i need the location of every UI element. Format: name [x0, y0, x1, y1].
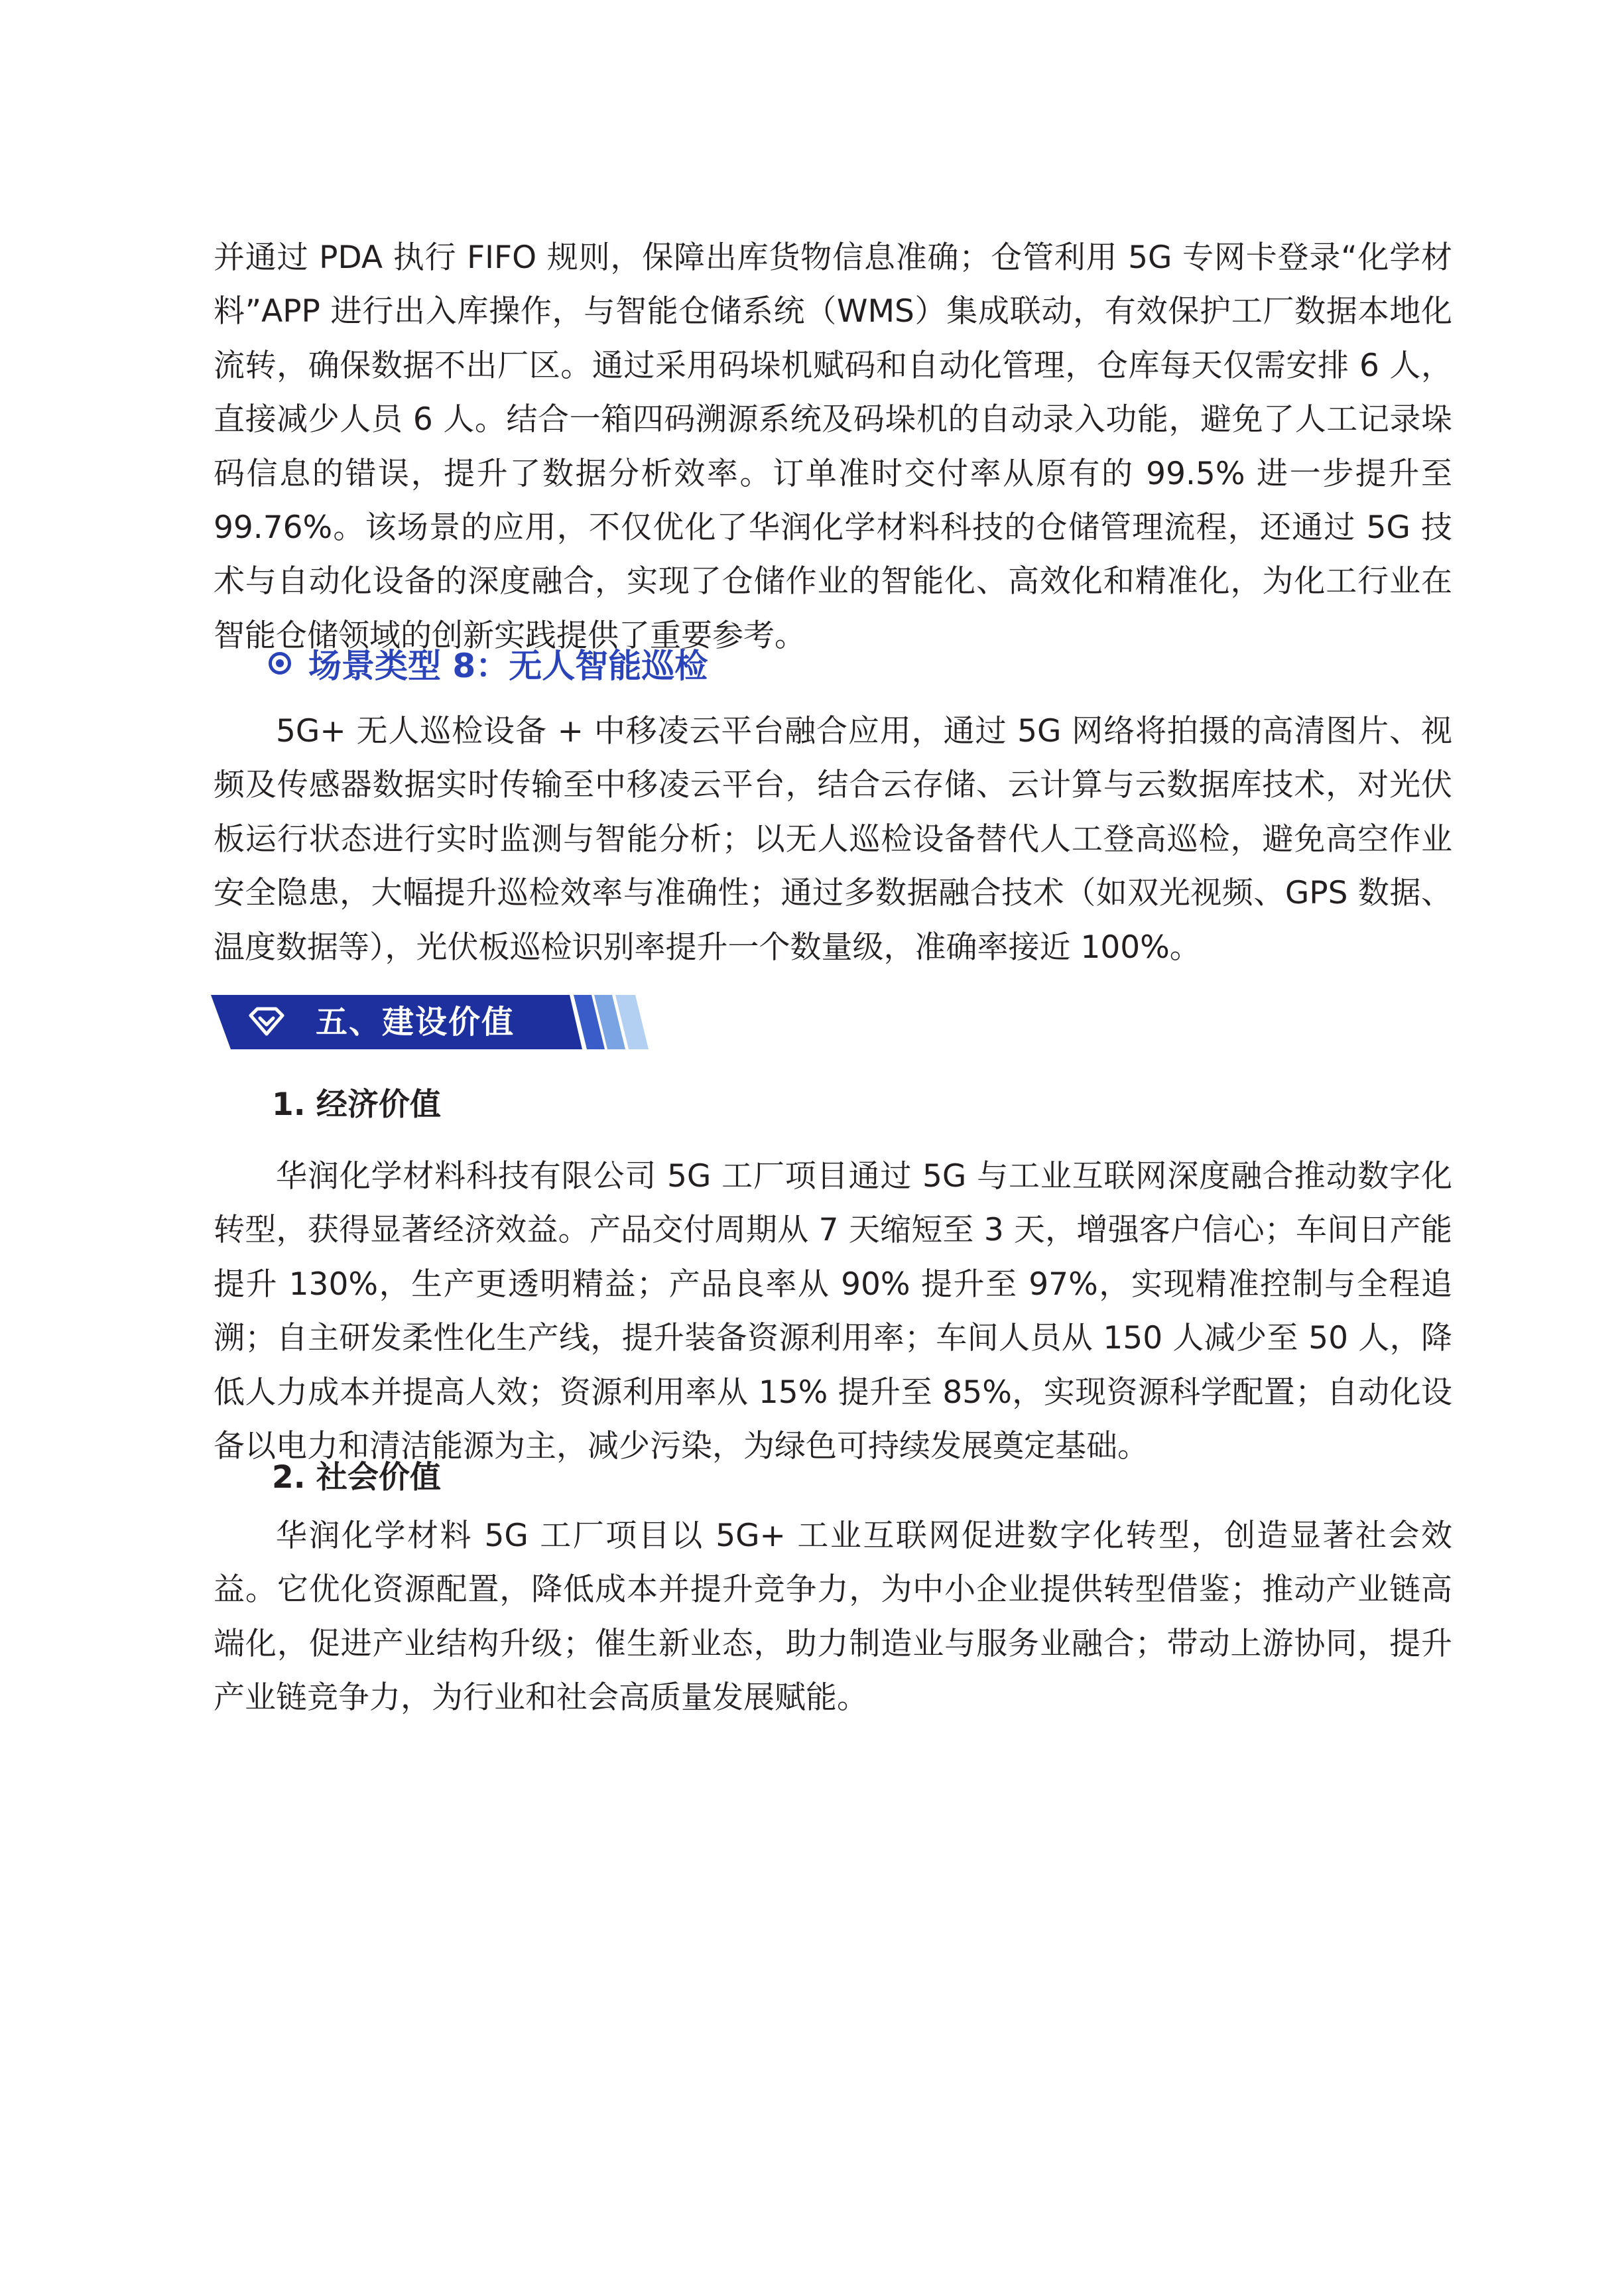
intro-paragraph: 并通过 PDA 执行 FIFO 规则，保障出库货物信息准确；仓管利用 5G 专网卡登录“化学材料”APP 进行出入库操作，与智能仓储系统（WMS）集成联动，有效保护工厂数据本地化流转，确保数据不出厂区。通过采用码垛机赋码和自动化管理，仓库每天仅需安排 6 人，直接减少人员 6 人。结合一箱四码溯源系统及码垛机的自动录入功能，避免了人工记录垛码信息的错误，提升了数据分析效率。订单准时交付率从原有的 99.5% 进一步提升至 99.76%。该场景的应用，不仅优化了华润化学材料科技的仓储管理流程，还通过 5G 技术与自动化设备的深度融合，实现了仓储作业的智能化、高效化和精准化，为化工行业在智能仓储领域的创新实践提供了重要参考。 [214, 239, 1452, 654]
economic-value-heading: 1. 经济价值 [272, 1086, 441, 1123]
radio-bullet-icon [269, 652, 291, 675]
scene-8-section [214, 704, 1452, 974]
intro-section [214, 231, 1452, 663]
economic-value-section [214, 1149, 1452, 1473]
social-value-paragraph: 华润化学材料 5G 工厂项目以 5G+ 工业互联网促进数字化转型，创造显著社会效益。它优化资源配置，降低成本并提升竞争力，为中小企业提供转型借鉴；推动产业链高端化，促进产业结构升级；催生新业态，助力制造业与服务业融合；带动上游协同，提升产业链竞争力，为行业和社会高质量发展赋能。 [214, 1518, 1452, 1717]
scene-8-heading-text: 场景类型 8：无人智能巡检 [308, 647, 708, 685]
scene-8-heading [269, 640, 708, 686]
social-value-heading: 2. 社会价值 [272, 1459, 441, 1496]
scene-8-paragraph: 5G+ 无人巡检设备 + 中移凌云平台融合应用，通过 5G 网络将拍摄的高清图片、视频及传感器数据实时传输至中移凌云平台，结合云存储、云计算与云数据库技术，对光伏板运行状态进行实时监测与智能分析；以无人巡检设备替代人工登高巡检，避免高空作业安全隐患，大幅提升巡检效率与准确性；通过多数据融合技术（如双光视频、GPS 数据、温度数据等），光伏板巡检识别率提升一个数量级，准确率接近 100%。 [214, 713, 1452, 966]
section-5-title: 五、建设价值 [316, 1004, 515, 1041]
social-value-section [214, 1509, 1452, 1725]
economic-value-paragraph: 华润化学材料科技有限公司 5G 工厂项目通过 5G 与工业互联网深度融合推动数字化转型，获得显著经济效益。产品交付周期从 7 天缩短至 3 天，增强客户信心；车间日产能提升 130%，生产更透明精益；产品良率从 90% 提升至 97%，实现精准控制与全程追溯；自主研发柔性化生产线，提升装备资源利用率；车间人员从 150 人减少至 50 人，降低人力成本并提高人效；资源利用率从 15% 提升至 85%，实现资源科学配置；自动化设备以电力和清洁能源为主，减少污染，为绿色可持续发展奠定基础。 [214, 1158, 1452, 1465]
